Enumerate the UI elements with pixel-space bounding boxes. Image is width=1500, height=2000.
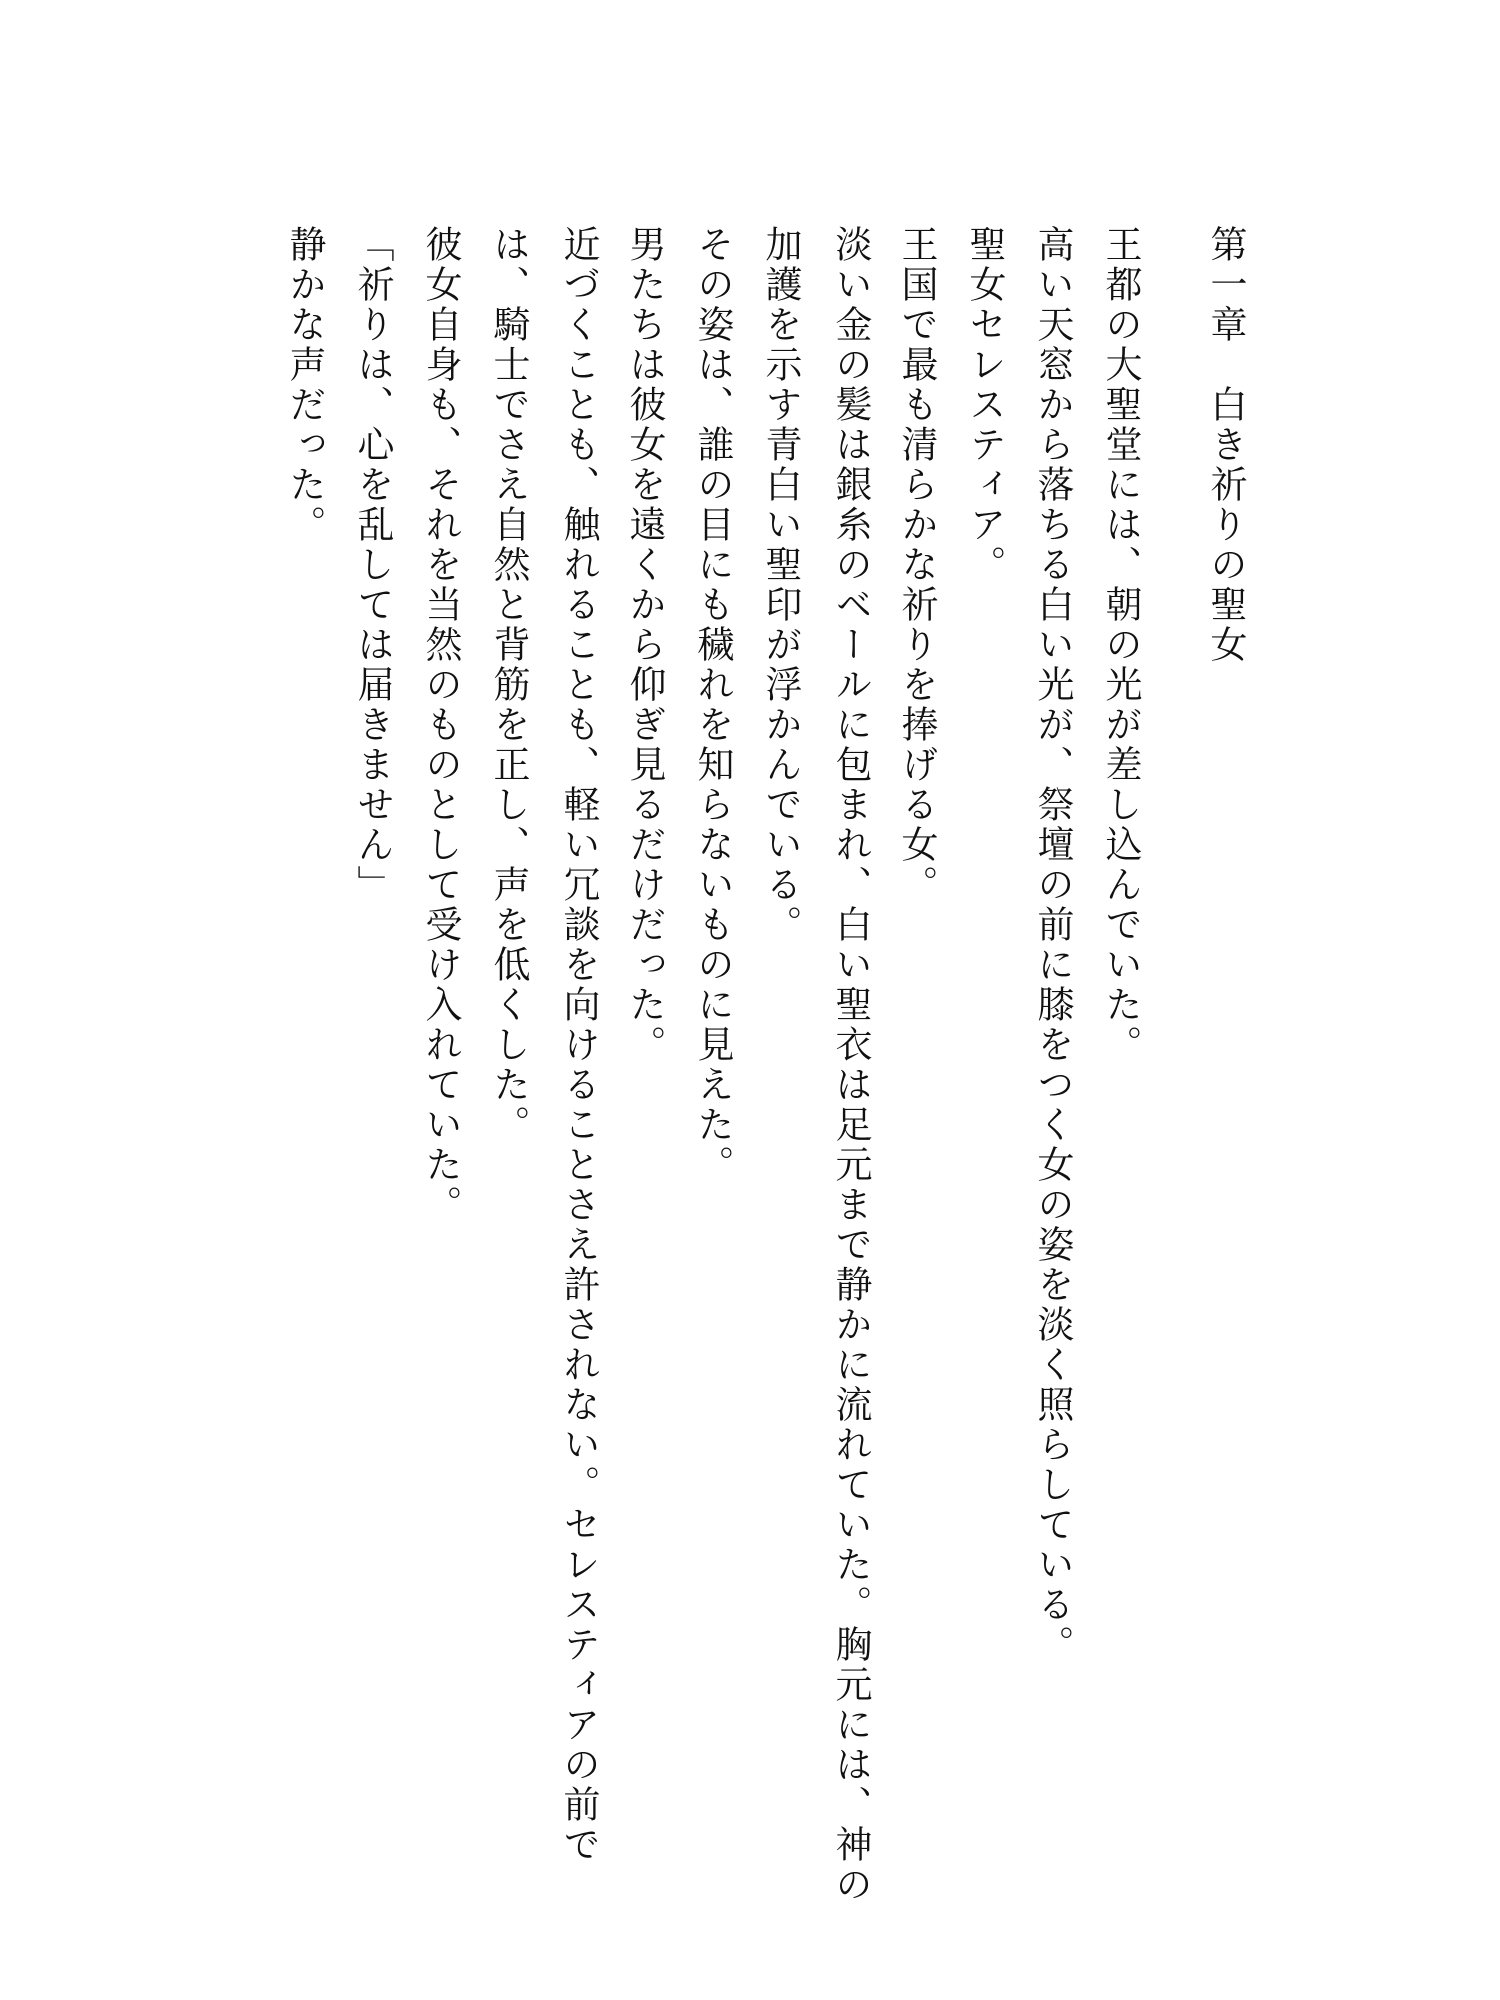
paragraph-6: その姿は、誰の目にも穢れを知らないものに見えた。 xyxy=(691,225,734,1185)
paragraph-10: 「祈りは、心を乱しては届きません」 xyxy=(351,225,394,905)
paragraph-4: 王国で最も清らかな祈りを捧げる女。 xyxy=(895,225,938,905)
paragraph-1: 王都の大聖堂には、朝の光が差し込んでいた。 xyxy=(1099,225,1142,1065)
paragraph-9: 彼女自身も、それを当然のものとして受け入れていた。 xyxy=(419,225,462,1225)
paragraph-2: 高い天窓から落ちる白い光が、祭壇の前に膝をつく女の姿を淡く照らしている。 xyxy=(1031,225,1074,1665)
paragraph-7: 男たちは彼女を遠くから仰ぎ見るだけだった。 xyxy=(623,225,666,1065)
paragraph-8: 近づくことも、触れることも、軽い冗談を向けることさえ許されない。セレスティアの前では、騎士でさえ自然と背筋を正し、声を低くした。 xyxy=(487,225,600,1865)
chapter-title: 第一章 白き祈りの聖女 xyxy=(1204,225,1247,665)
paragraph-11: 静かな声だった。 xyxy=(283,225,326,545)
paragraph-3: 聖女セレスティア。 xyxy=(963,225,1006,585)
paragraph-5: 淡い金の髪は銀糸のベールに包まれ、白い聖衣は足元まで静かに流れていた。胸元には、神の加護を示す青白い聖印が浮かんでいる。 xyxy=(759,225,872,1905)
